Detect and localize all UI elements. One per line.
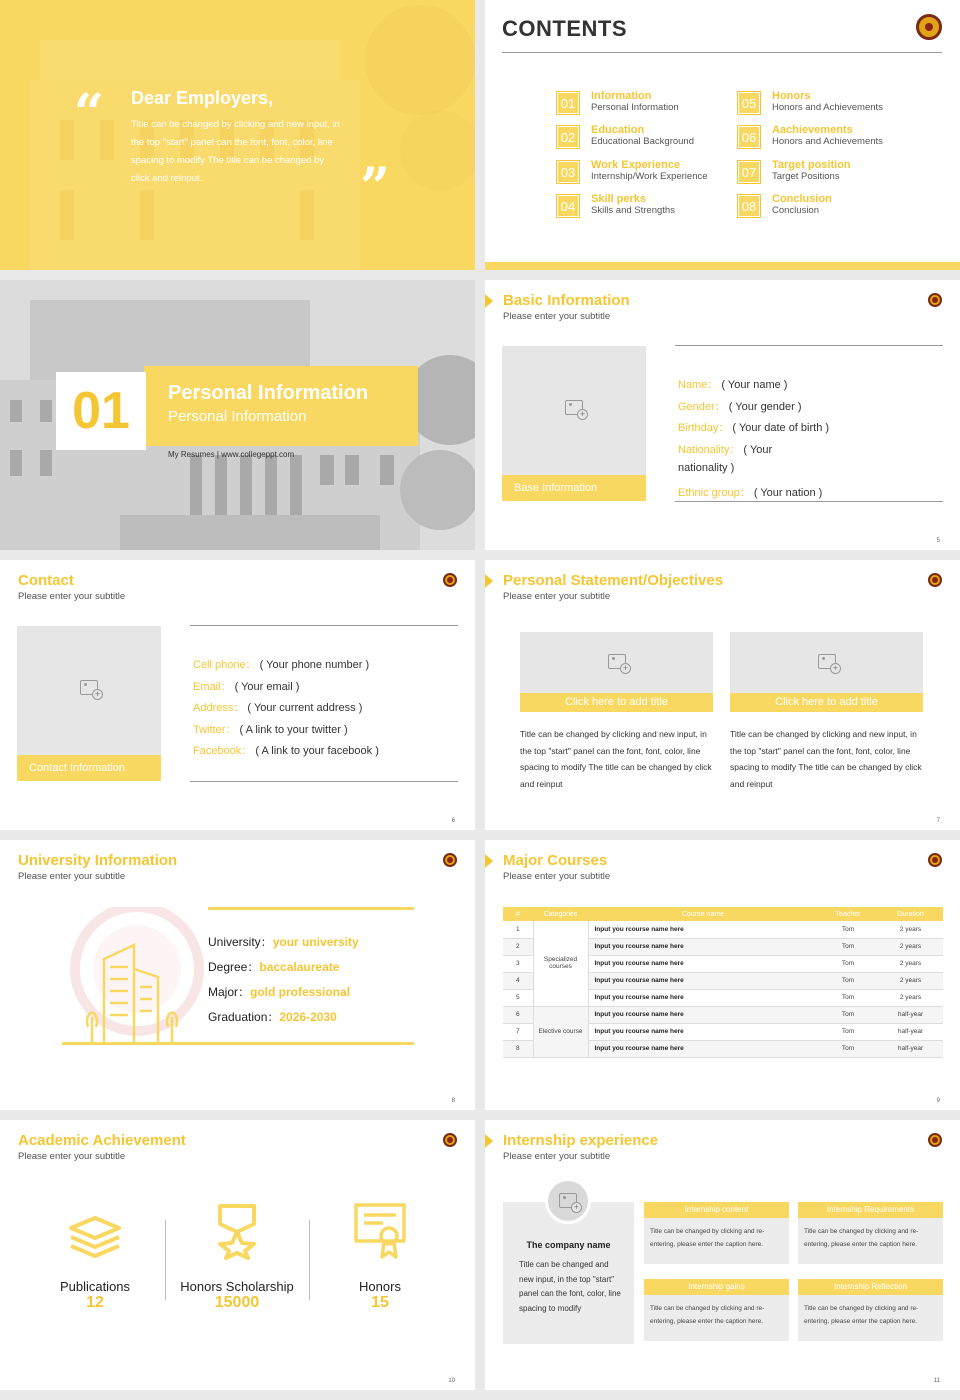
cell-course: Input you rcourse name here [588,989,818,1006]
contact-row-facebook: Facebook： ( A link to your facebook ) [193,745,379,757]
toc-subtitle: Educational Background [591,136,694,147]
stat-honors [320,1210,440,1312]
toc-subtitle: Honors and Achievements [772,102,883,113]
cell-course: Input you rcourse name here [588,972,818,989]
section-number: 01 [56,372,146,450]
photo-label: Base Information [502,475,646,501]
cell-teacher: Tom [818,989,878,1006]
header-teacher: Teacher [818,907,878,921]
header-categories: Categories [533,907,588,921]
medal-icon [212,1202,262,1260]
contact-row-address: Address： ( Your current address ) [193,702,363,714]
cell-teacher: Tom [818,1040,878,1057]
toc-subtitle: Target Positions [772,171,840,182]
page-number: 8 [451,1098,455,1104]
contact-row-email: Email： ( Your email ) [193,681,300,693]
slide-title: Personal Statement/Objectives [503,572,724,589]
company-description: Title can be changed and new input, in the top "start" panel can the font, color, line spacing to modify [519,1260,621,1313]
stat-label: Publications [59,1279,131,1294]
contact-row-twitter: Twitter： ( A link to your twitter ) [193,724,348,736]
section-title: Personal Information [168,382,369,404]
stat-value: 15 [371,1294,389,1311]
toc-subtitle: Skills and Strengths [591,205,675,216]
slide-section-personal-information[interactable] [0,280,475,550]
header-duration: Duration [878,907,943,921]
image-icon [608,654,626,669]
stat-label: Honors Scholarship [180,1279,294,1294]
page-number: 10 [448,1378,455,1384]
photo-placeholder[interactable] [502,346,646,501]
section-subtitle: Personal Information [168,408,307,425]
cell-number: 6 [503,1006,533,1023]
toc-title: Aachievements [772,124,853,136]
box-text: Title can be changed by clicking and re-entering, please enter the caption here. [650,1228,765,1248]
internship-reflection-box[interactable] [798,1279,943,1341]
box-heading: Internship Requirements [798,1202,943,1218]
quote-open-mark: “ [74,83,104,144]
slide-title: Internship experience [503,1132,659,1149]
university-seal-icon [443,573,457,587]
cell-duration: half-year [878,1040,943,1057]
toc-item[interactable] [738,90,913,114]
toc-item[interactable] [557,159,732,183]
page-number: 5 [936,538,940,544]
toc-item[interactable] [557,90,732,114]
divider [675,501,943,502]
slide-academic-achievement[interactable] [0,1120,475,1390]
certificate-icon [353,1202,407,1260]
cell-course: Input you rcourse name here [588,938,818,955]
university-row: University：your university [208,935,359,949]
university-seal-icon [928,1133,942,1147]
slide-title: Academic Achievement [18,1132,186,1149]
divider [502,52,942,53]
website-caption: My Resumes | www.collegeppt.com [168,450,295,459]
toc-item[interactable] [738,159,913,183]
slide-subtitle: Please enter your subtitle [503,311,611,322]
internship-content-box[interactable] [644,1202,789,1264]
title-arrow-icon [485,574,493,588]
toc-item[interactable] [738,124,913,148]
cell-teacher: Tom [818,1006,878,1023]
slide-contact[interactable] [0,560,475,830]
university-seal-icon [928,573,942,587]
photo-label: Contact Information [17,755,161,781]
header-number: # [503,907,533,921]
toc-title: Skill perks [591,193,647,205]
table-row[interactable] [503,921,943,938]
cell-number: 1 [503,921,533,938]
info-row-nationality-cont: nationality ) [678,462,735,474]
box-text: Title can be changed by clicking and re-entering, please enter the caption here. [804,1305,919,1325]
cell-number: 8 [503,1040,533,1057]
slide-subtitle: Please enter your subtitle [18,871,126,882]
stat-value: 15000 [214,1294,260,1311]
box-text: Title can be changed by clicking and re-entering, please enter the caption here. [650,1305,765,1325]
greeting-heading: Dear Employers, [131,88,274,108]
card-title[interactable]: Click here to add title [730,693,923,712]
toc-number: 01 [557,92,579,114]
statement-text: Title can be changed by clicking and new input, in the top "start" panel can the font, font, color, line spacing to modify The title can be changed by click and reinput [730,729,922,789]
info-row-name: Name： ( Your name ) [678,379,788,391]
title-arrow-icon [485,854,493,868]
toc-item[interactable] [557,193,732,217]
box-text: Title can be changed by clicking and re-entering, please enter the caption here. [804,1228,919,1248]
toc-number: 03 [557,161,579,183]
slide-personal-statement[interactable] [485,560,960,830]
company-logo-placeholder[interactable] [545,1178,591,1224]
university-seal-icon [928,853,942,867]
slide-dear-employers[interactable] [0,0,475,270]
page-number: 7 [936,818,940,824]
university-seal-icon [928,293,942,307]
graduation-row: Graduation：2026-2030 [208,1010,337,1024]
internship-gains-box[interactable] [644,1279,789,1341]
books-stack-icon [67,1210,123,1260]
cell-course: Input you rcourse name here [588,1040,818,1057]
card-title[interactable]: Click here to add title [520,693,713,712]
divider [190,625,458,626]
slide-title: Contact [18,572,74,589]
box-heading: Internship content [644,1202,789,1218]
slide-contents[interactable] [485,0,960,270]
slide-subtitle: Please enter your subtitle [18,591,126,602]
statement-card[interactable] [730,632,923,712]
bottom-bar [485,262,960,270]
slide-title: Basic Information [503,292,630,309]
slide-title: University Information [18,852,178,869]
cell-teacher: Tom [818,938,878,955]
toc-title: Conclusion [772,193,832,205]
cell-number: 4 [503,972,533,989]
cell-category: Specialized courses [533,921,588,1006]
image-icon [80,680,98,695]
toc-number: 06 [738,126,760,148]
courses-table [503,907,943,1058]
toc-number: 05 [738,92,760,114]
university-seal-icon [916,14,942,40]
divider [675,345,943,346]
page-number: 6 [451,818,455,824]
cell-teacher: Tom [818,1023,878,1040]
cell-teacher: Tom [818,972,878,989]
slide-internship-experience[interactable] [485,1120,960,1390]
toc-title: Information [591,90,652,102]
image-icon [559,1193,577,1208]
cell-duration: half-year [878,1006,943,1023]
toc-subtitle: Internship/Work Experience [591,171,708,182]
slide-major-courses[interactable] [485,840,960,1110]
box-heading: Internship gains [644,1279,789,1295]
cell-teacher: Tom [818,955,878,972]
toc-number: 04 [557,195,579,217]
cell-duration: 2 years [878,989,943,1006]
cell-duration: 2 years [878,955,943,972]
table-row[interactable] [503,1006,943,1023]
page-number: 9 [936,1098,940,1104]
toc-number: 02 [557,126,579,148]
toc-title: Work Experience [591,159,681,171]
contents-title: CONTENTS [502,16,627,41]
cell-category: Elective course [533,1006,588,1057]
title-band [144,366,418,446]
cell-number: 7 [503,1023,533,1040]
image-icon [818,654,836,669]
cell-duration: 2 years [878,972,943,989]
title-arrow-icon [485,1134,493,1148]
photo-placeholder[interactable] [17,626,161,781]
university-seal-icon [443,853,457,867]
divider [165,1220,166,1300]
cell-teacher: Tom [818,921,878,938]
company-name: The company name [526,1240,611,1250]
statement-text: Title can be changed by clicking and new input, in the top "start" panel can the font, font, color, line spacing to modify The title can be changed by click and reinput [520,729,712,789]
slide-subtitle: Please enter your subtitle [18,1151,126,1162]
toc-number: 08 [738,195,760,217]
greeting-body: Title can be changed by clicking and new input, in the top "start" panel can the font, font, color, line spacing to modify The title can be changed by click and reinput. [131,119,340,184]
stat-value: 12 [86,1294,104,1311]
toc-item[interactable] [738,193,913,217]
cell-number: 2 [503,938,533,955]
box-heading: Internship Reflection [798,1279,943,1295]
toc-title: Education [591,124,645,136]
title-arrow-icon [485,294,493,308]
cell-course: Input you rcourse name here [588,1023,818,1040]
toc-subtitle: Conclusion [772,205,819,216]
contact-row-phone: Cell phone： ( Your phone number ) [193,659,370,671]
slide-subtitle: Please enter your subtitle [503,1151,611,1162]
cell-course: Input you rcourse name here [588,921,818,938]
slide-subtitle: Please enter your subtitle [503,871,611,882]
toc-title: Honors [772,90,811,102]
cell-number: 3 [503,955,533,972]
internship-requirements-box[interactable] [798,1202,943,1264]
toc-subtitle: Honors and Achievements [772,136,883,147]
toc-subtitle: Personal Information [591,102,679,113]
cell-course: Input you rcourse name here [588,1006,818,1023]
major-row: Major：gold professional [208,985,351,999]
cell-course: Input you rcourse name here [588,955,818,972]
info-row-gender: Gender： ( Your gender ) [678,401,802,413]
toc-title: Target position [772,159,851,171]
quote-close-mark: ” [360,157,390,218]
stat-label: Honors [359,1279,401,1294]
toc-number: 07 [738,161,760,183]
info-row-birthday: Birthday： ( Your date of birth ) [678,422,830,434]
degree-row: Degree：baccalaureate [208,960,340,974]
image-icon [565,400,583,415]
stat-scholarship [177,1210,297,1312]
header-course-name: Course name [588,907,818,921]
cell-number: 5 [503,989,533,1006]
divider [309,1220,310,1300]
slide-university-information[interactable] [0,840,475,1110]
cell-duration: 2 years [878,921,943,938]
stat-publications [35,1210,155,1312]
toc-item[interactable] [557,124,732,148]
cell-duration: half-year [878,1023,943,1040]
cell-duration: 2 years [878,938,943,955]
table-header [503,907,943,921]
university-seal-icon [443,1133,457,1147]
info-row-nationality: Nationality： ( Your [678,444,773,456]
slide-basic-information[interactable] [485,280,960,550]
info-row-ethnic-group: Ethnic group： ( Your nation ) [678,487,823,499]
slide-title: Major Courses [503,852,608,869]
divider [190,781,458,782]
statement-card[interactable] [520,632,713,712]
slide-subtitle: Please enter your subtitle [503,591,611,602]
page-number: 11 [933,1378,940,1384]
